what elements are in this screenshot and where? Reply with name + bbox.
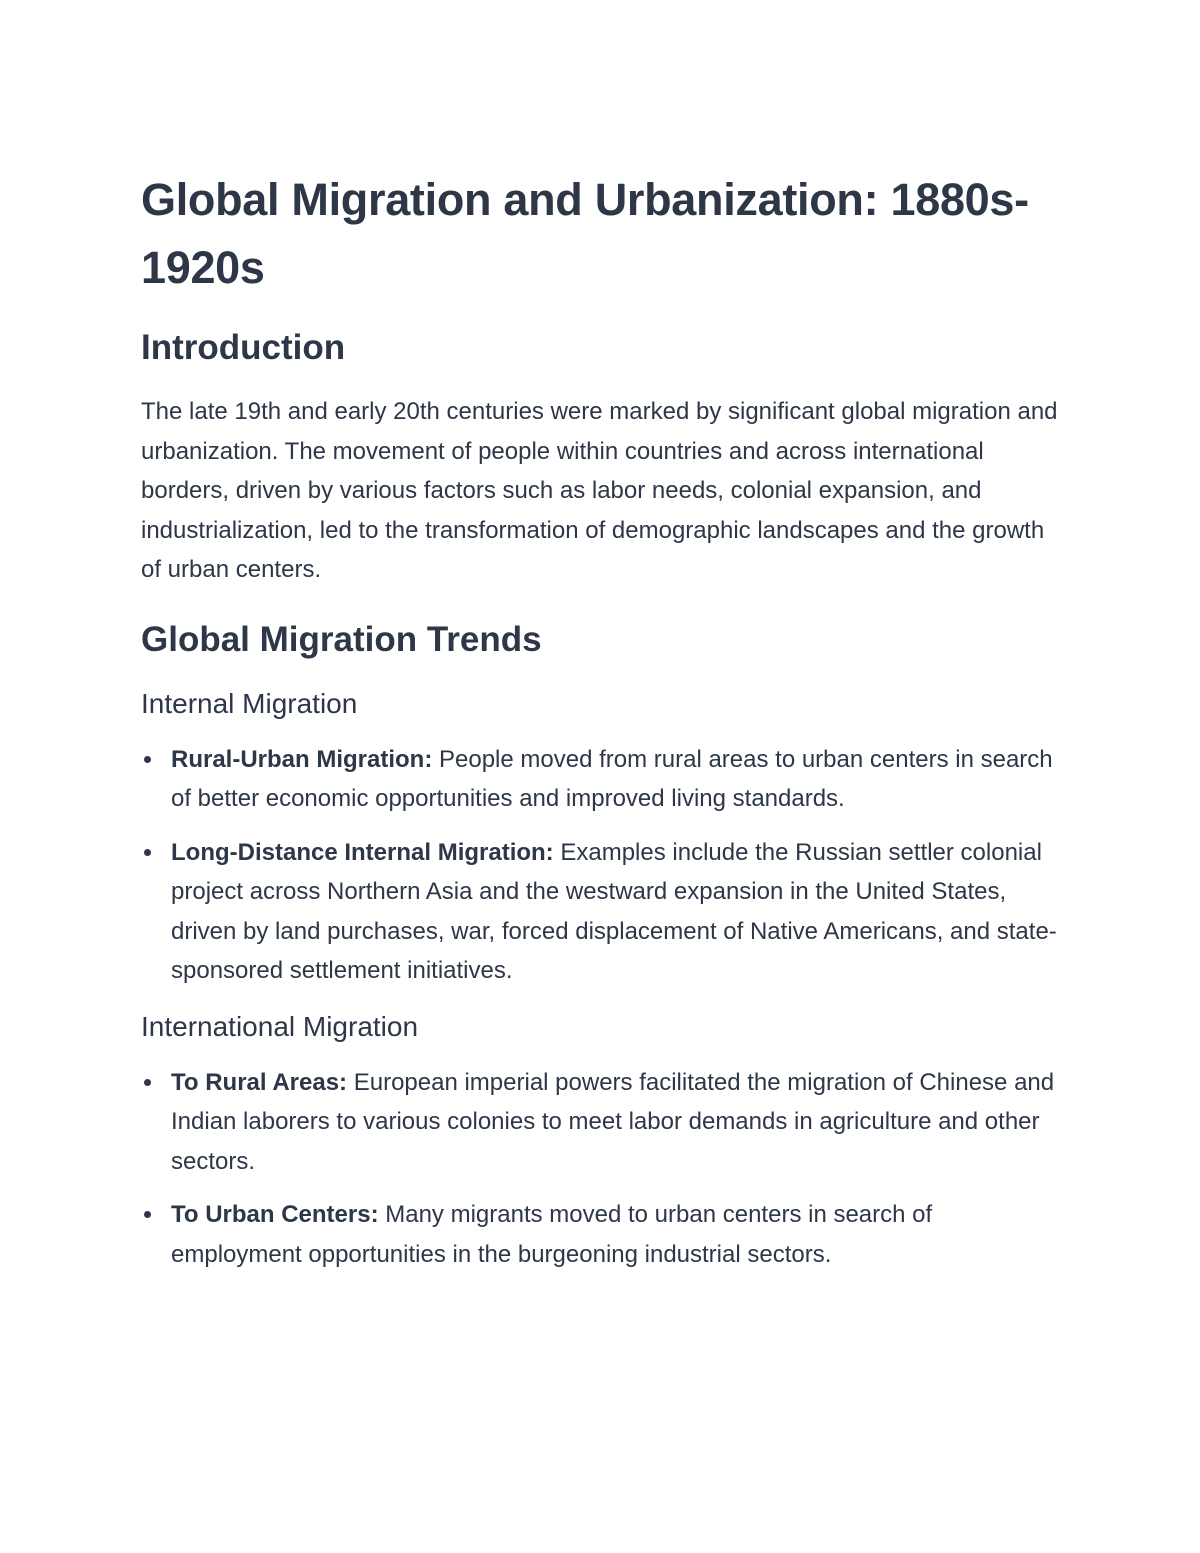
list-item-text: People moved from rural areas to urban centers in search of better economic opportunities and improved living standards. bbox=[171, 745, 1053, 812]
international-migration-heading: International Migration bbox=[141, 1010, 419, 1042]
page-title: Global Migration and Urbanization: 1880s-1920s bbox=[141, 174, 1029, 293]
list-item-text: Examples include the Russian settler colonial project across Northern Asia and the westward expansion in the United States, driven by land purchases, war, forced displacement of Native Americans, and state-sponsored settlement initiatives. bbox=[171, 838, 1057, 984]
document-page bbox=[141, 166, 1066, 1274]
list-item-term: To Urban Centers: bbox=[171, 1201, 379, 1228]
list-item bbox=[141, 1195, 1066, 1274]
bullet-icon bbox=[144, 1211, 151, 1218]
introduction-paragraph: The late 19th and early 20th centuries were marked by significant global migration and urbanization. The movement of people within countries and across international borders, driven by various factors such as labor needs, colonial expansion, and industrialization, led to the transformation of demographic landscapes and the growth of urban centers. bbox=[141, 398, 1058, 583]
introduction-heading: Introduction bbox=[141, 328, 346, 367]
list-item bbox=[141, 1063, 1066, 1182]
bullet-icon bbox=[144, 849, 151, 856]
list-item-text: Many migrants moved to urban centers in search of employment opportunities in the burgeoning industrial sectors. bbox=[171, 1201, 933, 1268]
list-item bbox=[141, 833, 1066, 991]
list-item bbox=[141, 740, 1066, 819]
list-item-text: European imperial powers facilitated the migration of Chinese and Indian laborers to various colonies to meet labor demands in agriculture and other sectors. bbox=[171, 1068, 1055, 1175]
international-migration-list bbox=[141, 1063, 1066, 1275]
migration-trends-heading: Global Migration Trends bbox=[141, 619, 542, 659]
internal-migration-heading: Internal Migration bbox=[141, 687, 358, 719]
bullet-icon bbox=[144, 756, 151, 763]
list-item-term: Long-Distance Internal Migration: bbox=[171, 838, 554, 866]
list-item-term: To Rural Areas: bbox=[171, 1068, 348, 1096]
bullet-icon bbox=[144, 1079, 151, 1086]
internal-migration-list bbox=[141, 740, 1066, 991]
list-item-term: Rural-Urban Migration: bbox=[171, 745, 433, 773]
